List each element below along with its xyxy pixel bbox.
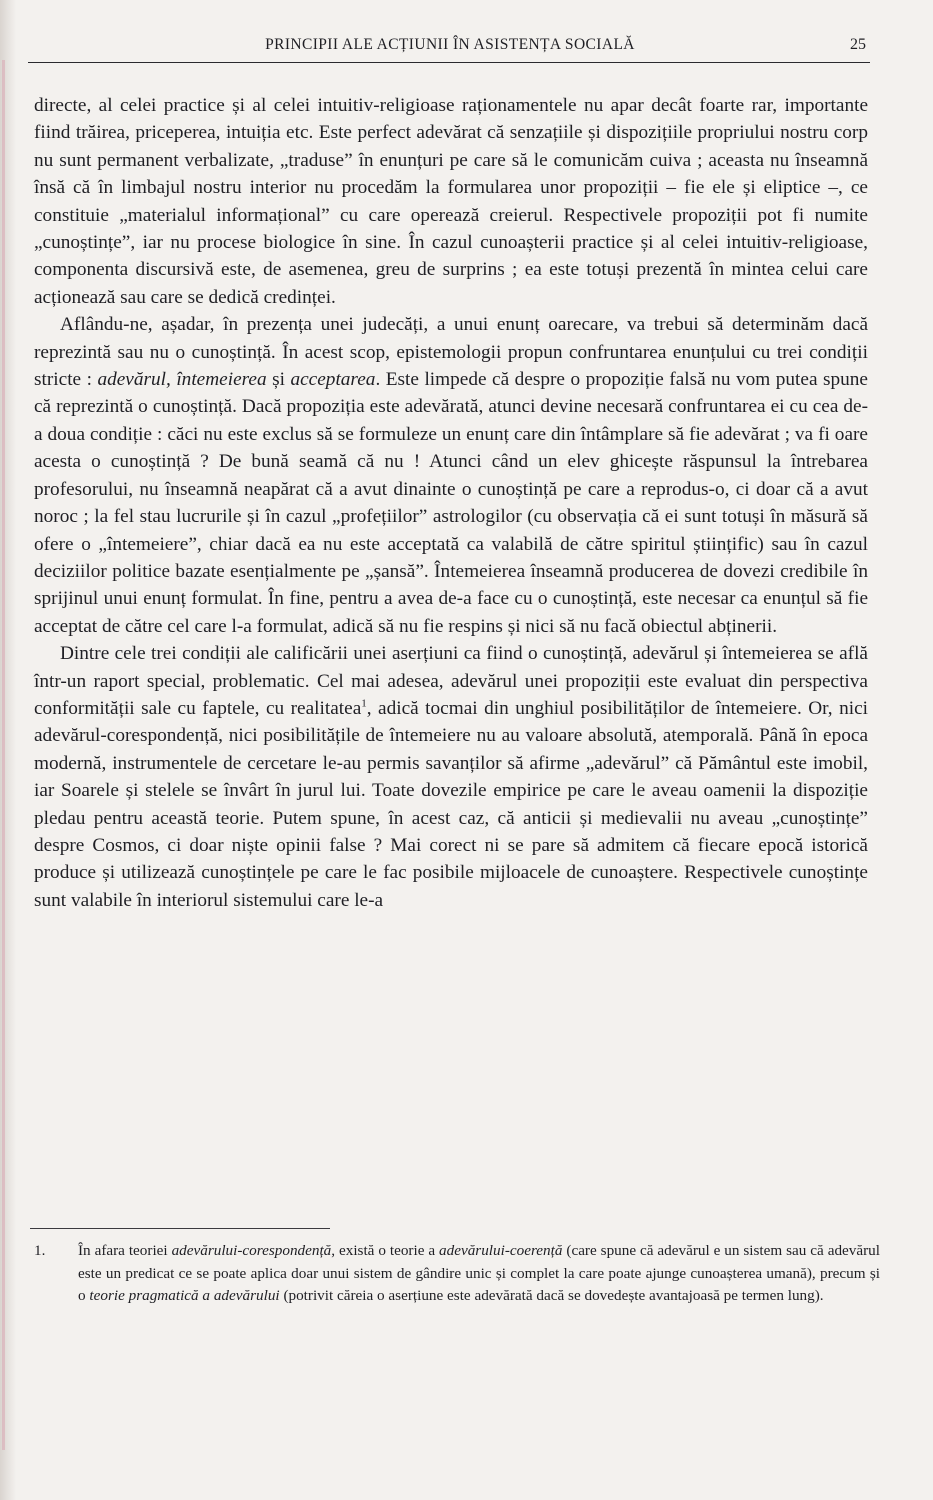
running-header [34,36,866,60]
paragraph-3-text-b: , adică tocmai din unghiul posibilităților de întemeiere. Or, nici adevărul-corespondență, nici posibilitățile de întemeiere nu au valoare absolută, atemporală. Până în epoca modernă, instrumentele de cercetare le-au permis savanților să afirme „adevărul” că Pământul este imobil, iar Soarele și stelele se învârt în jurul lui. Toate dovezile empirice pe care le aveau oamenii la dispoziție pledau pentru această teorie. Putem spune, în acest caz, că anticii și medievalii nu aveau „cunoștințe” despre Cosmos, ci doar niște opinii false ? Mai corect ni se pare să admitem că fiecare epocă istorică produce și utilizează cunoștințele pe care le fac posibile mijloacele de cunoaștere. Respectivele cunoștințe sunt valabile în interiorul sistemului care le-a [34,697,868,911]
footnote-1 [34,1240,880,1308]
paragraph-3-text-a: Dintre cele trei condiții ale calificării unei aserțiuni ca fiind o cunoștință, adevărul și întemeierea se află într-un raport special, problematic. Cel mai adesea, adevărul unei propoziții este evaluat din perspectiva conformității sale cu faptele, cu realitatea [34,643,868,719]
paragraph-2 [34,311,868,640]
page-edge-mark [2,60,5,1450]
paragraph-1: directe, al celei practice și al celei intuitiv-religioase raționamentele nu apar decât foarte rar, importante fiind trăirea, priceperea, intuiția etc. Este perfect adevărat că senzațiile și dispozițiile propriului nostru corp nu sunt permanent verbalizate, „traduse” în enunțuri pe care să le comunicăm cuiva ; aceasta nu înseamnă însă că în limbajul nostru interior nu procedăm la formularea unor propoziții – fie ele și eliptice –, ce constituie „materialul informațional” cu care operează creierul. Respectivele propoziții pot fi numite „cunoștințe”, iar nu procese biologice în sine. În cazul cunoașterii practice și al celei intuitiv-religioase, componenta discursivă este, de asemenea, greu de surprins ; ea este totuși prezentă în mintea celui care acționează sau care se dedică credinței. [34,95,868,308]
paragraph-2-italic-2: acceptarea [290,369,376,391]
paragraph-2-text-a: Aflându-ne, așadar, în prezența unei judecăți, a unui enunț oarecare, va trebui să determinăm dacă reprezintă sau nu o cunoștință. În acest scop, epistemologii propun confruntarea enunțului cu trei condiții stricte : [34,314,868,391]
footnote-text-4: (potrivit căreia o aserțiune este adevărată dacă se dovedește avantajoasă pe termen lung). [279,1287,824,1304]
running-header-title: PRINCIPII ALE ACȚIUNII ÎN ASISTENȚA SOCIALĂ [265,36,635,53]
footnote-body [78,1240,880,1308]
footnote-text-2: , există o teorie a [331,1242,440,1259]
paragraph-2-italic-1: adevărul, întemeierea [97,369,267,391]
footnote-italic-1: adevărului-corespondență [171,1242,332,1259]
body-text [34,92,868,914]
footnote-italic-2: adevărului-coerență [439,1242,563,1259]
paragraph-3 [34,640,868,914]
footnote-text-1: În afara teoriei [78,1242,172,1259]
footnote-text-3: (care spune că adevărul e un sistem sau că adevărul este un predicat ce se poate aplica doar unui sistem de gândire unic și complet la care poate ajunge cunoașterea umană), precum și o [78,1242,880,1304]
footnote-ref-1[interactable]: 1 [361,697,367,710]
paragraph-2-and: și [266,369,291,391]
header-rule [28,62,870,63]
paragraph-2-text-b: . Este limpede că despre o propoziție falsă nu vom putea spune că reprezintă o cunoștință. Dacă propoziția este adevărată, atunci devine necesară confruntarea ei cu cea de-a doua condiție : căci nu este exclus să se formuleze un enunț care din întâmplare să fie adevărat ; va fi oare acesta o cunoștință ? De bună seamă că nu ! Atunci când un elev ghicește răspunsul la întrebarea profesorului, nu înseamnă neapărat că a avut dinainte o cunoștință pe care a reprodus-o, ci doar că a avut noroc ; la fel stau lucrurile și în cazul „profețiilor” astrologilor (cu observația că ei sunt totuși în măsură să ofere o „întemeiere”, chiar dacă ea nu este acceptată ca valabilă de către spiritul științific) sau în cazul deciziilor politice bazate esențialmente pe „șansă”. Întemeierea înseamnă producerea de dovezi credibile în sprijinul unui enunț formulat. În fine, pentru a avea de-a face cu o cunoștință, este necesar ca enunțul să fie acceptat de către cel care l-a formulat, adică să nu fie respins și nici să nu facă obiectul abținerii. [34,369,868,637]
footnote-italic-3: teorie pragmatică a adevărului [89,1287,280,1304]
footnote-rule [30,1228,330,1229]
footnote-number: 1. [34,1242,46,1259]
page-number: 25 [850,36,866,53]
